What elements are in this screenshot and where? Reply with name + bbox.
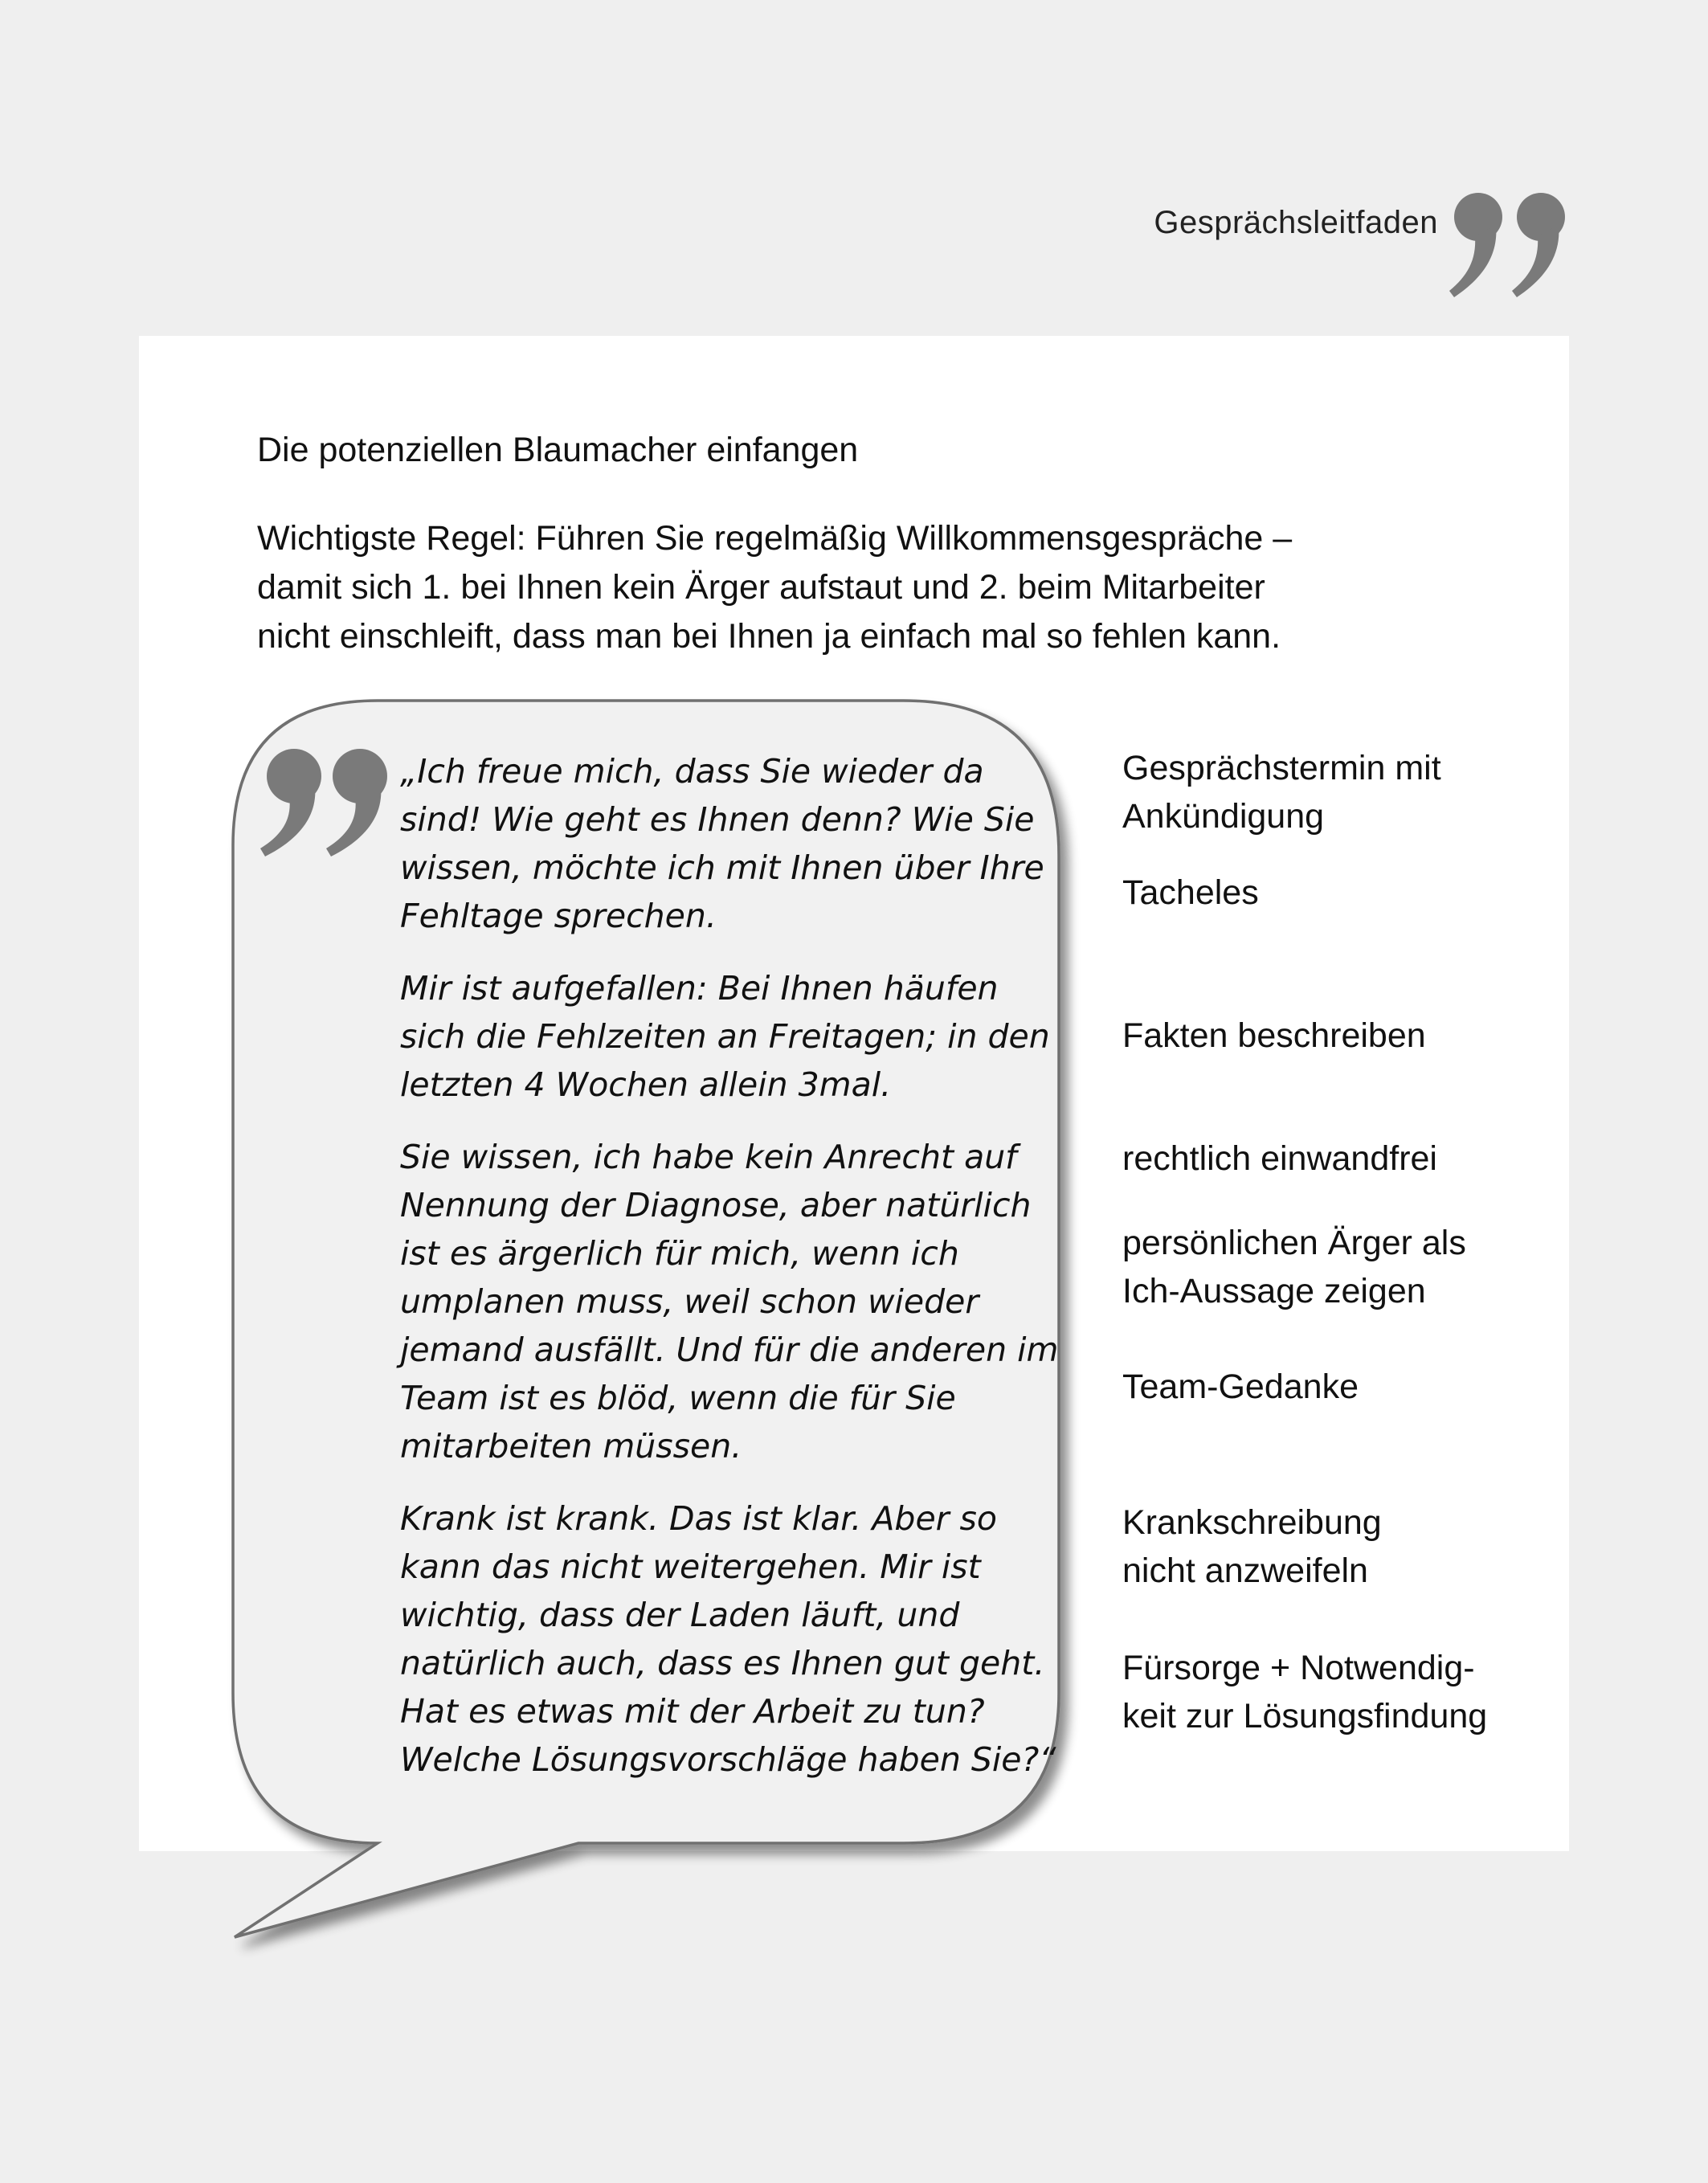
quote-paragraph: Mir ist aufgefallen: Bei Ihnen häufen sich die Fehlzeiten an Freitagen; in den letzten 4 Wochen allein 3mal.: [400, 969, 1050, 1104]
header-label: Gesprächsleitfaden: [1154, 205, 1438, 240]
note-rechtlich: rechtlich einwandfrei: [1122, 1139, 1437, 1178]
note-fuersorge: Fürsorge + Notwendig- keit zur Lösungsfindung: [1122, 1649, 1488, 1735]
intro-paragraph: Wichtigste Regel: Führen Sie regelmäßig Willkommensgespräche – damit sich 1. bei Ihnen kein Ärger aufstaut und 2. beim Mitarbeiter nicht einschleift, dass man bei Ihnen ja einfach mal so fehlen kann.: [257, 519, 1293, 656]
note-tacheles: Tacheles: [1122, 873, 1259, 912]
note-aerger: persönlichen Ärger als Ich-Aussage zeigen: [1122, 1224, 1466, 1310]
bubble-quote-icon: [257, 746, 394, 858]
note-krankschreibung: Krankschreibung nicht anzweifeln: [1122, 1503, 1382, 1590]
page-title: Die potenziellen Blaumacher einfangen: [257, 431, 859, 469]
quote-text: [400, 747, 1059, 1808]
note-fakten: Fakten beschreiben: [1122, 1016, 1426, 1055]
quote-paragraph: Sie wissen, ich habe kein Anrecht auf Nennung der Diagnose, aber natürlich ist es ärgerlich für mich, wenn ich umplanen muss, weil schon wieder jemand ausfällt. Und für die anderen im Team ist es blöd, wenn die für Sie mitarbeiten müssen.: [400, 1138, 1059, 1466]
note-team: Team-Gedanke: [1122, 1367, 1359, 1406]
quote-paragraph: „Ich freue mich, dass Sie wieder da sind! Wie geht es Ihnen denn? Wie Sie wissen, möchte ich mit Ihnen über Ihre Fehltage sprechen.: [400, 752, 1044, 935]
quote-paragraph: Krank ist krank. Das ist klar. Aber so kann das nicht weitergehen. Mir ist wichtig, dass der Laden läuft, und natürlich auch, dass es Ihnen gut geht. Hat es etwas mit der Arbeit zu tun? Welche Lösungsvorschläge haben Sie?“: [400, 1499, 1056, 1779]
note-gespraechstermin: Gesprächstermin mit Ankündigung: [1122, 749, 1441, 836]
